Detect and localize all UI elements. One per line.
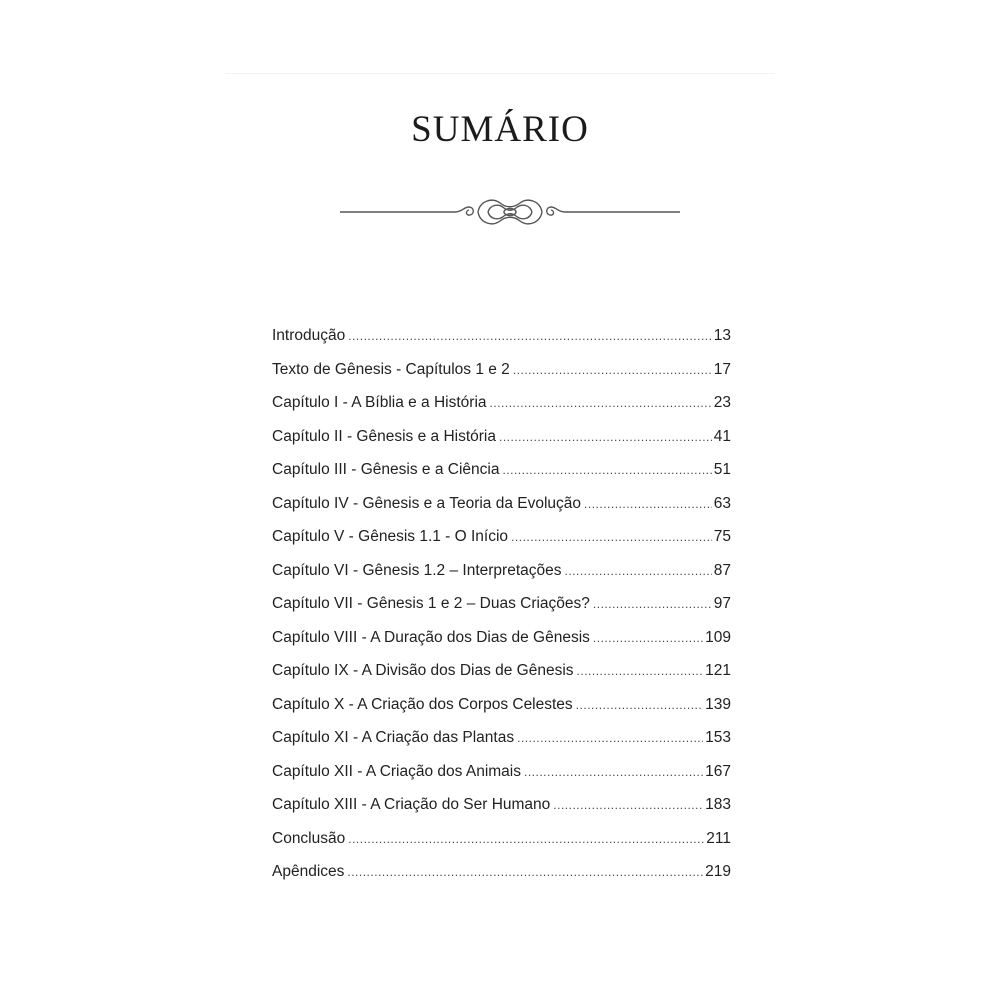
toc-entry-title: Apêndices bbox=[272, 863, 345, 880]
toc-entry bbox=[272, 761, 731, 795]
toc-entry-title: Capítulo X - A Criação dos Corpos Celestes bbox=[272, 695, 573, 713]
toc-entry-page-number: 109 bbox=[705, 628, 731, 646]
toc-dot-leader bbox=[565, 560, 712, 582]
toc-entry-page-number: 41 bbox=[713, 427, 731, 445]
toc-entry-page-number: 153 bbox=[705, 729, 731, 746]
toc-entry bbox=[272, 660, 731, 694]
toc-dot-leader bbox=[499, 426, 712, 448]
toc-entry-page-number: 211 bbox=[706, 829, 731, 847]
toc-entry-title: Texto de Gênesis - Capítulos 1 e 2 bbox=[272, 360, 510, 378]
toc-entry-title: Capítulo II - Gênesis e a História bbox=[272, 427, 496, 445]
toc-dot-leader bbox=[576, 694, 703, 716]
toc-entry-title: Capítulo V - Gênesis 1.1 - O Início bbox=[272, 528, 509, 545]
top-divider bbox=[225, 73, 775, 74]
toc-entry-page-number: 13 bbox=[713, 327, 731, 344]
toc-entry-page-number: 63 bbox=[713, 494, 731, 512]
page-title: SUMÁRIO bbox=[411, 109, 589, 150]
toc-dot-leader bbox=[348, 325, 712, 347]
toc-dot-leader bbox=[490, 392, 712, 414]
toc-entry-page-number: 23 bbox=[713, 394, 731, 411]
toc-dot-leader bbox=[593, 593, 712, 615]
toc-entry-title: Capítulo VII - Gênesis 1 e 2 – Duas Criações? bbox=[272, 595, 590, 612]
toc-dot-leader bbox=[511, 526, 712, 548]
table-of-contents bbox=[272, 325, 731, 895]
toc-entry bbox=[272, 828, 731, 862]
toc-entry bbox=[272, 593, 731, 627]
toc-entry-title: Capítulo IX - A Divisão dos Dias de Gênesis bbox=[272, 662, 574, 679]
toc-entry-title: Capítulo IV - Gênesis e a Teoria da Evolução bbox=[272, 494, 582, 512]
toc-entry-page-number: 219 bbox=[705, 863, 731, 880]
toc-entry bbox=[272, 359, 731, 393]
toc-entry bbox=[272, 727, 731, 761]
toc-entry-title: Capítulo VI - Gênesis 1.2 – Interpretações bbox=[272, 561, 562, 579]
flourish-divider-icon bbox=[340, 191, 680, 227]
toc-entry-page-number: 183 bbox=[705, 796, 731, 813]
toc-dot-leader bbox=[524, 761, 703, 783]
toc-entry-title: Capítulo XII - A Criação dos Animais bbox=[272, 762, 521, 780]
toc-dot-leader bbox=[517, 727, 703, 749]
toc-entry-title: Capítulo XI - A Criação das Plantas bbox=[272, 729, 515, 746]
toc-dot-leader bbox=[577, 660, 704, 682]
toc-entry-page-number: 75 bbox=[713, 528, 731, 545]
toc-entry-title: Conclusão bbox=[272, 829, 346, 847]
toc-entry bbox=[272, 392, 731, 426]
toc-entry bbox=[272, 325, 731, 359]
toc-entry bbox=[272, 459, 731, 493]
toc-entry-page-number: 121 bbox=[705, 662, 731, 679]
toc-entry bbox=[272, 526, 731, 560]
toc-entry-page-number: 167 bbox=[705, 762, 731, 780]
toc-entry bbox=[272, 794, 731, 828]
toc-entry bbox=[272, 694, 731, 728]
toc-entry-page-number: 139 bbox=[705, 695, 731, 713]
toc-dot-leader bbox=[347, 861, 703, 883]
toc-entry-page-number: 87 bbox=[713, 561, 731, 579]
toc-dot-leader bbox=[593, 627, 703, 649]
toc-entry bbox=[272, 861, 731, 895]
toc-dot-leader bbox=[584, 493, 712, 515]
toc-entry-title: Capítulo XIII - A Criação do Ser Humano bbox=[272, 796, 551, 813]
toc-entry-title: Capítulo VIII - A Duração dos Dias de Gênesis bbox=[272, 628, 590, 646]
toc-entry bbox=[272, 560, 731, 594]
toc-entry-title: Capítulo III - Gênesis e a Ciência bbox=[272, 461, 500, 478]
toc-entry bbox=[272, 493, 731, 527]
toc-entry-page-number: 51 bbox=[713, 461, 731, 478]
toc-entry bbox=[272, 426, 731, 460]
toc-entry-page-number: 17 bbox=[713, 360, 731, 378]
toc-entry-title: Capítulo I - A Bíblia e a História bbox=[272, 394, 487, 411]
toc-dot-leader bbox=[502, 459, 711, 481]
toc-entry-title: Introdução bbox=[272, 327, 346, 344]
toc-dot-leader bbox=[348, 828, 704, 850]
toc-entry bbox=[272, 627, 731, 661]
toc-dot-leader bbox=[553, 794, 703, 816]
toc-dot-leader bbox=[513, 359, 712, 381]
toc-entry-page-number: 97 bbox=[713, 595, 731, 612]
